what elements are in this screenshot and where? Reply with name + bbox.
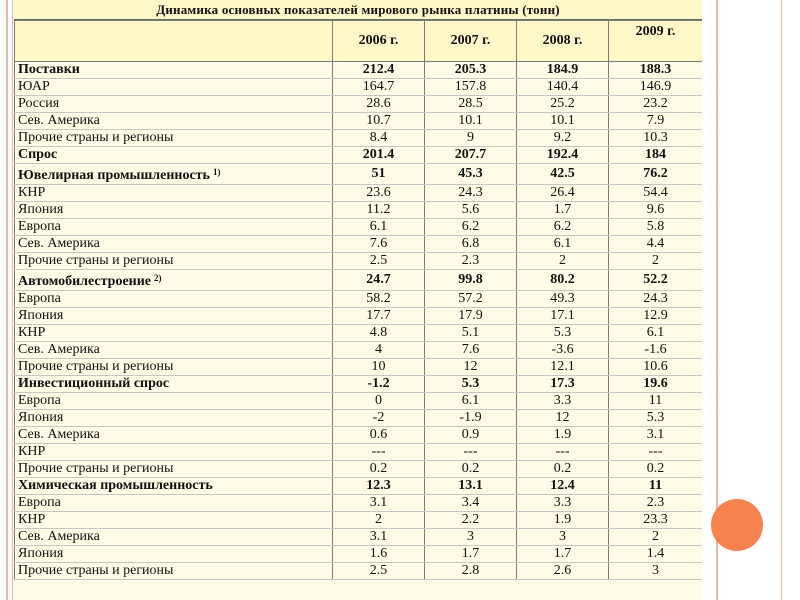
row-label: Прочие страны и регионы <box>18 253 174 268</box>
value-cell-2007: 10.1 <box>425 113 517 130</box>
value-cell-2007: 24.3 <box>425 185 517 202</box>
table-title: Динамика основных показателей мирового рынка платины (тонн) <box>14 0 702 20</box>
row-label-cell <box>15 359 333 376</box>
value-cell-2006: 3.1 <box>333 529 425 546</box>
value-cell-2007: 7.6 <box>425 342 517 359</box>
row-label: Сев. Америка <box>18 342 100 357</box>
value-cell-2009: 184 <box>609 147 703 164</box>
value-cell-2006: 4.8 <box>333 325 425 342</box>
table-row <box>15 359 703 376</box>
row-label: Прочие страны и регионы <box>18 461 174 476</box>
table-category-row <box>15 62 703 79</box>
value-cell-2008: 1.9 <box>517 512 609 529</box>
value-cell-2007: 5.3 <box>425 376 517 393</box>
value-cell-2008: 10.1 <box>517 113 609 130</box>
table-row <box>15 308 703 325</box>
table-category-row <box>15 164 703 185</box>
value-cell-2007: 207.7 <box>425 147 517 164</box>
value-cell-2009: 2.3 <box>609 495 703 512</box>
row-label-cell <box>15 96 333 113</box>
value-cell-2007: 2.8 <box>425 563 517 580</box>
value-cell-2007: 157.8 <box>425 79 517 96</box>
value-cell-2007: 6.1 <box>425 393 517 410</box>
table-category-row <box>15 376 703 393</box>
value-cell-2006: 0.2 <box>333 461 425 478</box>
row-label: Сев. Америка <box>18 113 100 128</box>
row-label: КНР <box>18 185 46 200</box>
value-cell-2008: 3.3 <box>517 495 609 512</box>
value-cell-2008: 0.2 <box>517 461 609 478</box>
value-cell-2008: --- <box>517 444 609 461</box>
row-label-cell <box>15 202 333 219</box>
value-cell-2007: 6.8 <box>425 236 517 253</box>
value-cell-2006: 10 <box>333 359 425 376</box>
value-cell-2006: --- <box>333 444 425 461</box>
value-cell-2008: 12 <box>517 410 609 427</box>
platinum-market-table <box>14 20 702 580</box>
value-cell-2007: 3.4 <box>425 495 517 512</box>
row-label: Япония <box>18 202 64 217</box>
row-label-cell <box>15 529 333 546</box>
row-label: Европа <box>18 393 61 408</box>
row-label-cell <box>15 130 333 147</box>
row-label-cell <box>15 308 333 325</box>
row-label-cell <box>15 253 333 270</box>
value-cell-2006: 6.1 <box>333 219 425 236</box>
row-label-cell <box>15 236 333 253</box>
table-row <box>15 393 703 410</box>
decorative-orange-circle <box>711 499 763 551</box>
table-row <box>15 512 703 529</box>
value-cell-2007: 3 <box>425 529 517 546</box>
table-row <box>15 185 703 202</box>
row-label: Сев. Америка <box>18 427 100 442</box>
value-cell-2009: 10.3 <box>609 130 703 147</box>
row-label-cell <box>15 270 333 291</box>
table-row <box>15 427 703 444</box>
value-cell-2006: 58.2 <box>333 291 425 308</box>
row-label-cell <box>15 147 333 164</box>
value-cell-2009: 3.1 <box>609 427 703 444</box>
value-cell-2006: 2 <box>333 512 425 529</box>
value-cell-2009: 12.9 <box>609 308 703 325</box>
row-label: Прочие страны и регионы <box>18 563 174 578</box>
value-cell-2006: 212.4 <box>333 62 425 79</box>
header-blank-cell <box>15 21 333 62</box>
value-cell-2006: 2.5 <box>333 563 425 580</box>
value-cell-2006: 10.7 <box>333 113 425 130</box>
row-label-cell <box>15 410 333 427</box>
value-cell-2009: 2 <box>609 253 703 270</box>
value-cell-2007: 5.6 <box>425 202 517 219</box>
row-label: КНР <box>18 444 46 459</box>
table-row <box>15 444 703 461</box>
table-row <box>15 342 703 359</box>
value-cell-2009: 10.6 <box>609 359 703 376</box>
value-cell-2007: 99.8 <box>425 270 517 291</box>
table-row <box>15 96 703 113</box>
value-cell-2006: -1.2 <box>333 376 425 393</box>
table-row <box>15 461 703 478</box>
value-cell-2009: 4.4 <box>609 236 703 253</box>
table-row <box>15 79 703 96</box>
row-label-cell <box>15 512 333 529</box>
row-label-cell <box>15 478 333 495</box>
row-label-cell <box>15 219 333 236</box>
table-row <box>15 113 703 130</box>
value-cell-2009: 11 <box>609 478 703 495</box>
value-cell-2008: 17.1 <box>517 308 609 325</box>
value-cell-2009: 3 <box>609 563 703 580</box>
value-cell-2007: 9 <box>425 130 517 147</box>
value-cell-2007: -1.9 <box>425 410 517 427</box>
value-cell-2006: 51 <box>333 164 425 185</box>
value-cell-2006: 24.7 <box>333 270 425 291</box>
header-year-2008: 2008 г. <box>517 21 609 62</box>
row-label-cell <box>15 164 333 185</box>
value-cell-2009: 54.4 <box>609 185 703 202</box>
value-cell-2007: 1.7 <box>425 546 517 563</box>
value-cell-2008: 3.3 <box>517 393 609 410</box>
value-cell-2009: 19.6 <box>609 376 703 393</box>
row-label: ЮАР <box>18 79 50 94</box>
row-label: Россия <box>18 96 60 111</box>
table-header-row <box>15 21 703 62</box>
row-label-cell <box>15 393 333 410</box>
value-cell-2007: 6.2 <box>425 219 517 236</box>
value-cell-2009: 7.9 <box>609 113 703 130</box>
value-cell-2007: 205.3 <box>425 62 517 79</box>
row-label: Инвестиционный спрос <box>18 376 170 391</box>
row-label-cell <box>15 563 333 580</box>
row-label: Сев. Америка <box>18 236 100 251</box>
value-cell-2008: 6.1 <box>517 236 609 253</box>
row-label-cell <box>15 113 333 130</box>
row-label-cell <box>15 376 333 393</box>
table-row <box>15 236 703 253</box>
value-cell-2008: 2.6 <box>517 563 609 580</box>
row-label-cell <box>15 185 333 202</box>
value-cell-2007: --- <box>425 444 517 461</box>
value-cell-2006: 4 <box>333 342 425 359</box>
value-cell-2006: 164.7 <box>333 79 425 96</box>
value-cell-2009: 9.6 <box>609 202 703 219</box>
row-label-cell <box>15 546 333 563</box>
row-label: КНР <box>18 512 46 527</box>
value-cell-2009: --- <box>609 444 703 461</box>
row-label-cell <box>15 444 333 461</box>
value-cell-2008: 192.4 <box>517 147 609 164</box>
value-cell-2007: 28.5 <box>425 96 517 113</box>
row-label-cell <box>15 342 333 359</box>
value-cell-2009: 52.2 <box>609 270 703 291</box>
value-cell-2008: 3 <box>517 529 609 546</box>
value-cell-2006: 7.6 <box>333 236 425 253</box>
row-label: Сев. Америка <box>18 529 100 544</box>
table-category-row <box>15 270 703 291</box>
value-cell-2009: 23.3 <box>609 512 703 529</box>
value-cell-2007: 5.1 <box>425 325 517 342</box>
row-label-cell <box>15 461 333 478</box>
value-cell-2008: 1.7 <box>517 202 609 219</box>
footnote-marker: 2) <box>154 273 162 283</box>
value-cell-2006: 2.5 <box>333 253 425 270</box>
value-cell-2008: 2 <box>517 253 609 270</box>
row-label: Япония <box>18 546 64 561</box>
value-cell-2008: 42.5 <box>517 164 609 185</box>
table-category-row <box>15 147 703 164</box>
table-row <box>15 410 703 427</box>
value-cell-2006: -2 <box>333 410 425 427</box>
value-cell-2008: 17.3 <box>517 376 609 393</box>
row-label-cell <box>15 79 333 96</box>
table-row <box>15 219 703 236</box>
table-body <box>15 62 703 580</box>
value-cell-2007: 12 <box>425 359 517 376</box>
table-row <box>15 130 703 147</box>
row-label-cell <box>15 325 333 342</box>
value-cell-2009: 24.3 <box>609 291 703 308</box>
value-cell-2006: 0.6 <box>333 427 425 444</box>
value-cell-2006: 201.4 <box>333 147 425 164</box>
value-cell-2009: 188.3 <box>609 62 703 79</box>
table-row <box>15 202 703 219</box>
value-cell-2006: 23.6 <box>333 185 425 202</box>
value-cell-2008: 1.9 <box>517 427 609 444</box>
value-cell-2006: 0 <box>333 393 425 410</box>
row-label: Европа <box>18 291 61 306</box>
table-row <box>15 495 703 512</box>
row-label: Европа <box>18 219 61 234</box>
value-cell-2007: 17.9 <box>425 308 517 325</box>
slide-frame-line <box>781 0 782 600</box>
value-cell-2007: 0.9 <box>425 427 517 444</box>
value-cell-2008: 5.3 <box>517 325 609 342</box>
value-cell-2009: 0.2 <box>609 461 703 478</box>
row-label: Спрос <box>18 147 58 162</box>
table-row <box>15 563 703 580</box>
table-row <box>15 529 703 546</box>
row-label-cell <box>15 495 333 512</box>
value-cell-2007: 0.2 <box>425 461 517 478</box>
value-cell-2006: 3.1 <box>333 495 425 512</box>
value-cell-2009: -1.6 <box>609 342 703 359</box>
value-cell-2007: 2.2 <box>425 512 517 529</box>
value-cell-2006: 11.2 <box>333 202 425 219</box>
value-cell-2009: 5.3 <box>609 410 703 427</box>
row-label-cell <box>15 427 333 444</box>
value-cell-2009: 146.9 <box>609 79 703 96</box>
value-cell-2008: 9.2 <box>517 130 609 147</box>
value-cell-2009: 5.8 <box>609 219 703 236</box>
value-cell-2009: 11 <box>609 393 703 410</box>
value-cell-2009: 23.2 <box>609 96 703 113</box>
table-category-row <box>15 478 703 495</box>
slide-frame-line <box>12 0 13 600</box>
row-label: Прочие страны и регионы <box>18 130 174 145</box>
value-cell-2006: 28.6 <box>333 96 425 113</box>
value-cell-2007: 57.2 <box>425 291 517 308</box>
value-cell-2008: 12.4 <box>517 478 609 495</box>
row-label: Ювелирная промышленность <box>18 168 210 183</box>
platinum-market-table-panel <box>14 0 702 600</box>
slide-frame-line <box>6 0 8 600</box>
value-cell-2008: -3.6 <box>517 342 609 359</box>
row-label: Прочие страны и регионы <box>18 359 174 374</box>
table-row <box>15 546 703 563</box>
value-cell-2006: 17.7 <box>333 308 425 325</box>
row-label: Европа <box>18 495 61 510</box>
value-cell-2008: 49.3 <box>517 291 609 308</box>
table-row <box>15 253 703 270</box>
value-cell-2008: 25.2 <box>517 96 609 113</box>
row-label: Япония <box>18 308 64 323</box>
value-cell-2009: 6.1 <box>609 325 703 342</box>
value-cell-2009: 2 <box>609 529 703 546</box>
row-label: Автомобилестроение <box>18 274 152 289</box>
row-label: Поставки <box>18 62 80 77</box>
row-label: Химическая промышленность <box>18 478 213 493</box>
value-cell-2008: 140.4 <box>517 79 609 96</box>
row-label: Япония <box>18 410 64 425</box>
value-cell-2008: 1.7 <box>517 546 609 563</box>
table-row <box>15 325 703 342</box>
value-cell-2008: 26.4 <box>517 185 609 202</box>
value-cell-2006: 8.4 <box>333 130 425 147</box>
table-row <box>15 291 703 308</box>
value-cell-2008: 80.2 <box>517 270 609 291</box>
value-cell-2008: 12.1 <box>517 359 609 376</box>
value-cell-2008: 184.9 <box>517 62 609 79</box>
value-cell-2007: 45.3 <box>425 164 517 185</box>
value-cell-2008: 6.2 <box>517 219 609 236</box>
value-cell-2006: 1.6 <box>333 546 425 563</box>
value-cell-2009: 1.4 <box>609 546 703 563</box>
row-label: КНР <box>18 325 46 340</box>
row-label-cell <box>15 62 333 79</box>
header-year-2009: 2009 г. <box>609 21 703 62</box>
footnote-marker: 1) <box>212 167 221 177</box>
header-year-2006: 2006 г. <box>333 21 425 62</box>
value-cell-2006: 12.3 <box>333 478 425 495</box>
value-cell-2007: 13.1 <box>425 478 517 495</box>
value-cell-2007: 2.3 <box>425 253 517 270</box>
row-label-cell <box>15 291 333 308</box>
value-cell-2009: 76.2 <box>609 164 703 185</box>
header-year-2007: 2007 г. <box>425 21 517 62</box>
